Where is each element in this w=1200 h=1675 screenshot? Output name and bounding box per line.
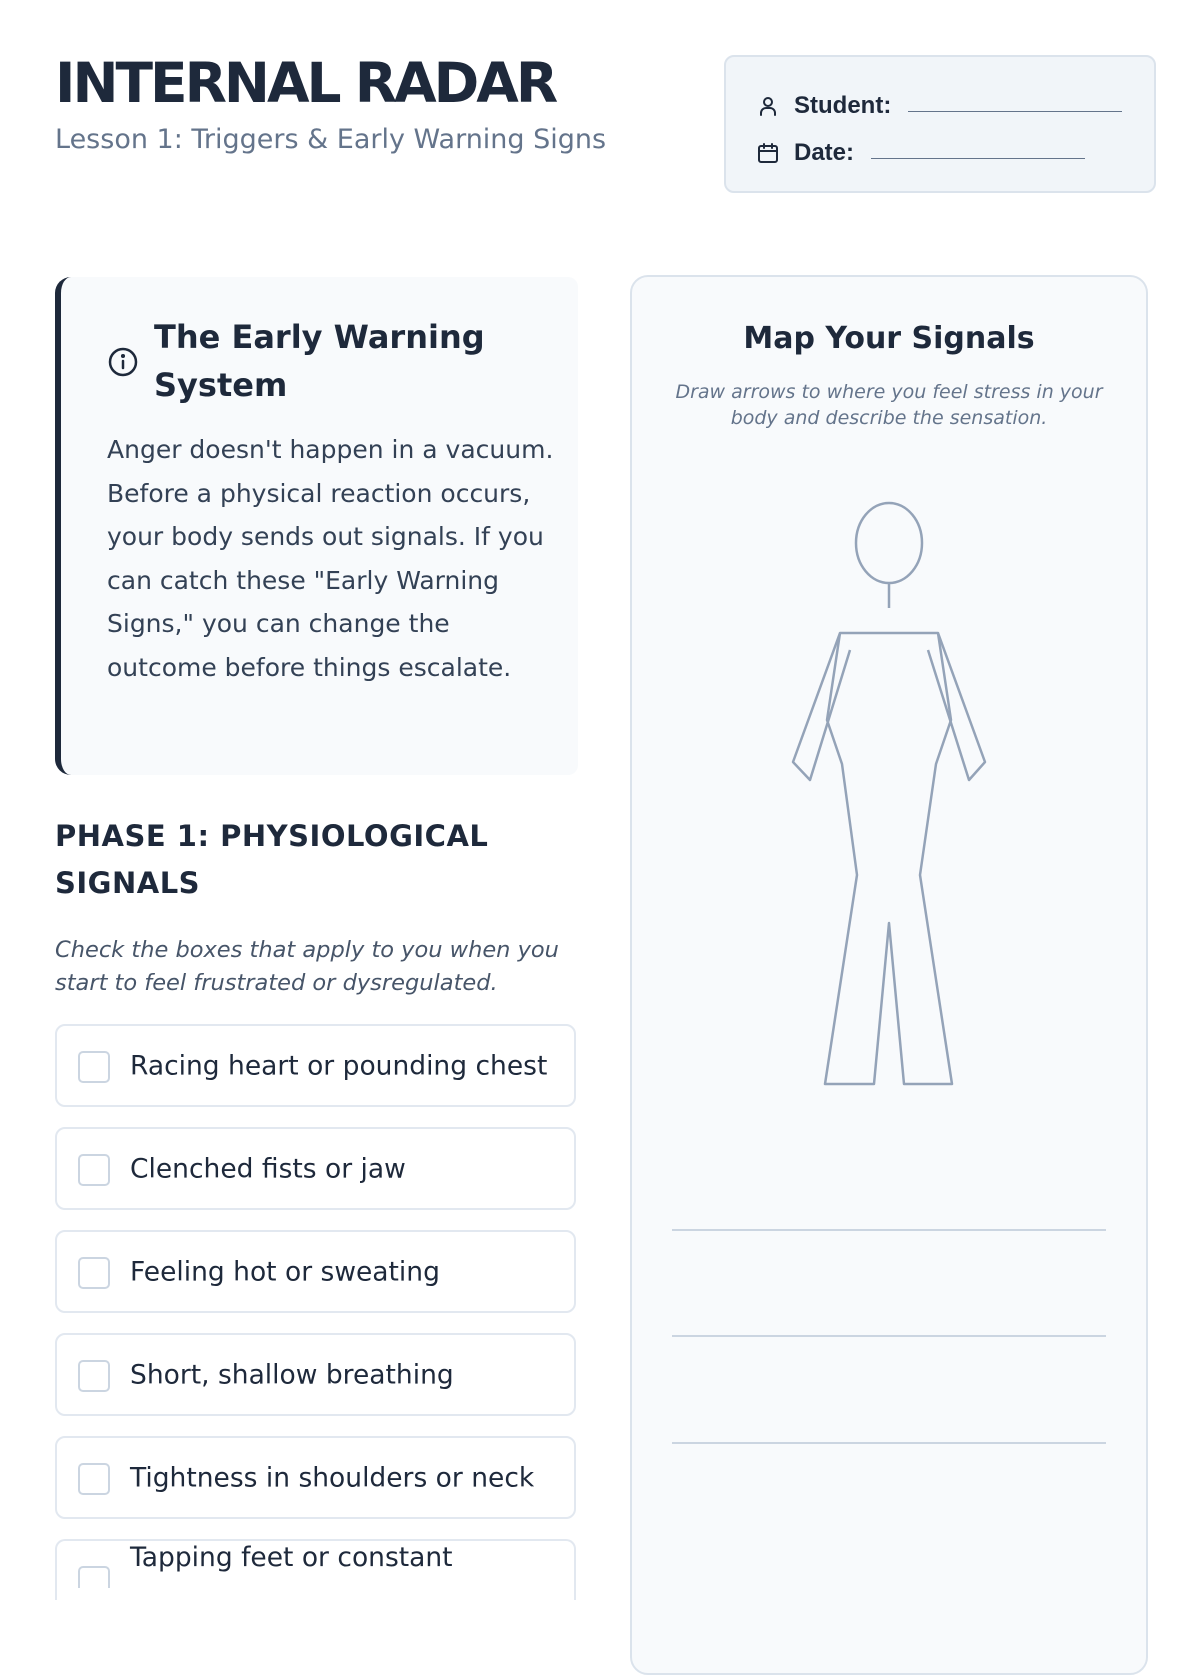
- checklist-item-label: Clenched fists or jaw: [130, 1153, 406, 1185]
- map-title: Map Your Signals: [743, 321, 1035, 356]
- figure-left-arm: [793, 633, 850, 780]
- checklist-item-label: Tightness in shoulders or neck: [130, 1462, 535, 1494]
- checkbox[interactable]: [78, 1257, 110, 1289]
- student-info-box: [724, 55, 1156, 193]
- checklist-item-label: Feeling hot or sweating: [130, 1256, 440, 1288]
- student-label: Student:: [794, 92, 892, 119]
- figure-torso-legs: [825, 633, 952, 1084]
- checkbox[interactable]: [78, 1360, 110, 1392]
- checkbox[interactable]: [78, 1154, 110, 1186]
- answer-line[interactable]: [672, 1335, 1106, 1337]
- user-icon: [756, 94, 780, 118]
- section-instructions: Check the boxes that apply to you when you start to feel frustrated or dysregulated.: [55, 937, 559, 996]
- figure-head: [856, 503, 922, 583]
- info-icon: [107, 346, 139, 378]
- checklist-item-label: Tapping feet or constant: [130, 1542, 453, 1573]
- checklist-item[interactable]: [55, 1333, 576, 1416]
- answer-line[interactable]: [672, 1229, 1106, 1231]
- date-field: [756, 138, 854, 168]
- answer-line[interactable]: [672, 1442, 1106, 1444]
- student-field: [756, 91, 891, 121]
- date-label: Date:: [794, 139, 855, 166]
- checklist-item[interactable]: [55, 1024, 576, 1107]
- map-signals-card: [630, 275, 1148, 1675]
- map-instructions: Draw arrows to where you feel stress in your body and describe the sensation.: [675, 381, 1103, 429]
- checkbox[interactable]: [78, 1051, 110, 1083]
- checklist-item[interactable]: [55, 1436, 576, 1519]
- checklist-item-label: Racing heart or pounding chest: [130, 1050, 548, 1082]
- checkbox[interactable]: [78, 1463, 110, 1495]
- student-name-line[interactable]: [908, 111, 1122, 112]
- checklist-item[interactable]: [55, 1127, 576, 1210]
- checkbox[interactable]: [78, 1566, 110, 1588]
- early-warning-card: [55, 277, 578, 775]
- checklist-item[interactable]: [55, 1539, 576, 1600]
- calendar-icon: [756, 141, 780, 165]
- figure-right-arm: [928, 633, 985, 780]
- checklist-item[interactable]: [55, 1230, 576, 1313]
- lesson-subtitle: Lesson 1: Triggers & Early Warning Signs: [55, 124, 607, 155]
- date-line[interactable]: [871, 158, 1085, 159]
- worksheet-title: INTERNAL RADAR: [55, 51, 556, 115]
- checklist-item-label: Short, shallow breathing: [130, 1359, 454, 1391]
- section-heading: PHASE 1: PHYSIOLOGICAL SIGNALS: [55, 819, 489, 900]
- card-body-text: Anger doesn't happen in a vacuum. Before a physical reaction occurs, your body sends out signals. If you can catch these "Early Warning Signs," you can change the outcome before things escalate.: [107, 435, 554, 682]
- body-outline-figure[interactable]: [632, 277, 1150, 1177]
- card-title: The Early Warning System: [154, 318, 485, 404]
